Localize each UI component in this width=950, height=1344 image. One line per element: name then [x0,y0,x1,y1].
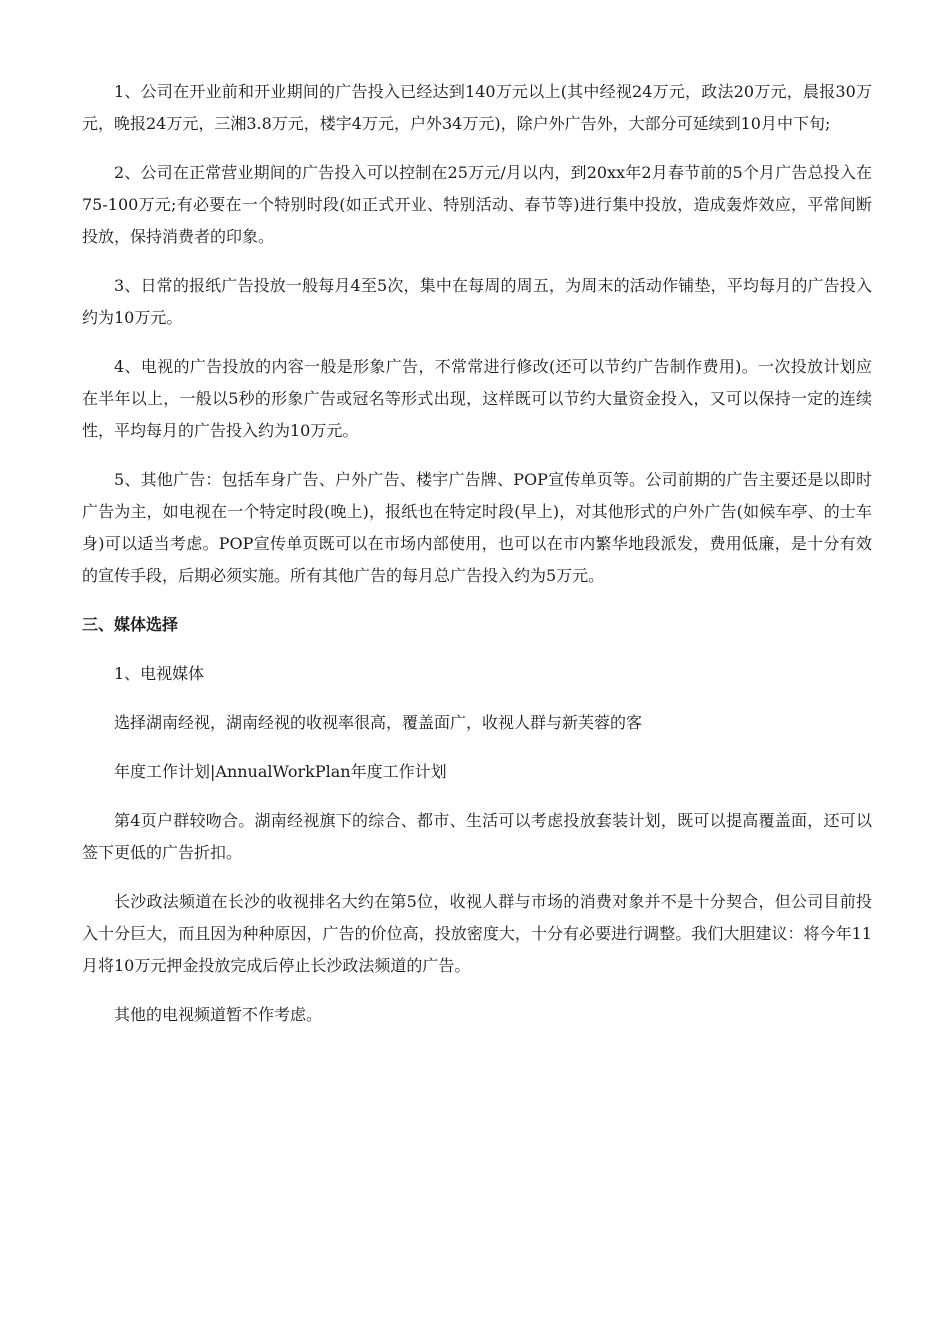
document-page [82,76,872,1031]
paragraph-ad-budget-monthly: 2、公司在正常营业期间的广告投入可以控制在25万元/月以内，到20xx年2月春节前的5个月广告总投入在75-100万元;有必要在一个特别时段(如正式开业、特别活动、春节等)进行集中投放，造成轰炸效应，平常间断投放，保持消费者的印象。 [82,163,872,246]
running-header-text: 年度工作计划|AnnualWorkPlan年度工作计划 [114,762,447,781]
paragraph-changsha-law-channel: 长沙政法频道在长沙的收视排名大约在第5位，收视人群与市场的消费对象并不是十分契合，但公司目前投入十分巨大，而且因为种种原因，广告的价位高，投放密度大，十分有必要进行调整。我们大胆建议：将今年11月将10万元押金投放完成后停止长沙政法频道的广告。 [82,892,872,975]
section-heading: 三、媒体选择 [82,615,179,634]
paragraph-hunan-tv-continued: 第4页户群较吻合。湖南经视旗下的综合、都市、生活可以考虑投放套装计划，既可以提高覆盖面，还可以签下更低的广告折扣。 [82,811,872,862]
subheading-tv-media: 1、电视媒体 [114,664,205,683]
paragraph-newspaper-ads: 3、日常的报纸广告投放一般每月4至5次，集中在每周的周五，为周末的活动作铺垫，平均每月的广告投入约为10万元。 [82,276,872,327]
paragraph-tv-ads: 4、电视的广告投放的内容一般是形象广告，不常常进行修改(还可以节约广告制作费用)。一次投放计划应在半年以上，一般以5秒的形象广告或冠名等形式出现，这样既可以节约大量资金投入，又可以保持一定的连续性，平均每月的广告投入约为10万元。 [82,357,872,440]
paragraph-ad-budget-pre-opening: 1、公司在开业前和开业期间的广告投入已经达到140万元以上(其中经视24万元，政法20万元，晨报30万元，晚报24万元，三湘3.8万元，楼宇4万元，户外34万元)，除户外广告外，大部分可延续到10月中下旬; [82,82,872,133]
paragraph-hunan-tv: 选择湖南经视，湖南经视的收视率很高，覆盖面广，收视人群与新芙蓉的客 [114,713,643,732]
paragraph-other-ads: 5、其他广告：包括车身广告、户外广告、楼宇广告牌、POP宣传单页等。公司前期的广告主要还是以即时广告为主，如电视在一个特定时段(晚上)，报纸也在特定时段(早上)，对其他形式的户外广告(如候车亭、的士车身)可以适当考虑。POP宣传单页既可以在市场内部使用，也可以在市内繁华地段派发，费用低廉，是十分有效的宣传手段，后期必须实施。所有其他广告的每月总广告投入约为5万元。 [82,470,872,585]
paragraph-other-channels: 其他的电视频道暂不作考虑。 [114,1005,323,1024]
